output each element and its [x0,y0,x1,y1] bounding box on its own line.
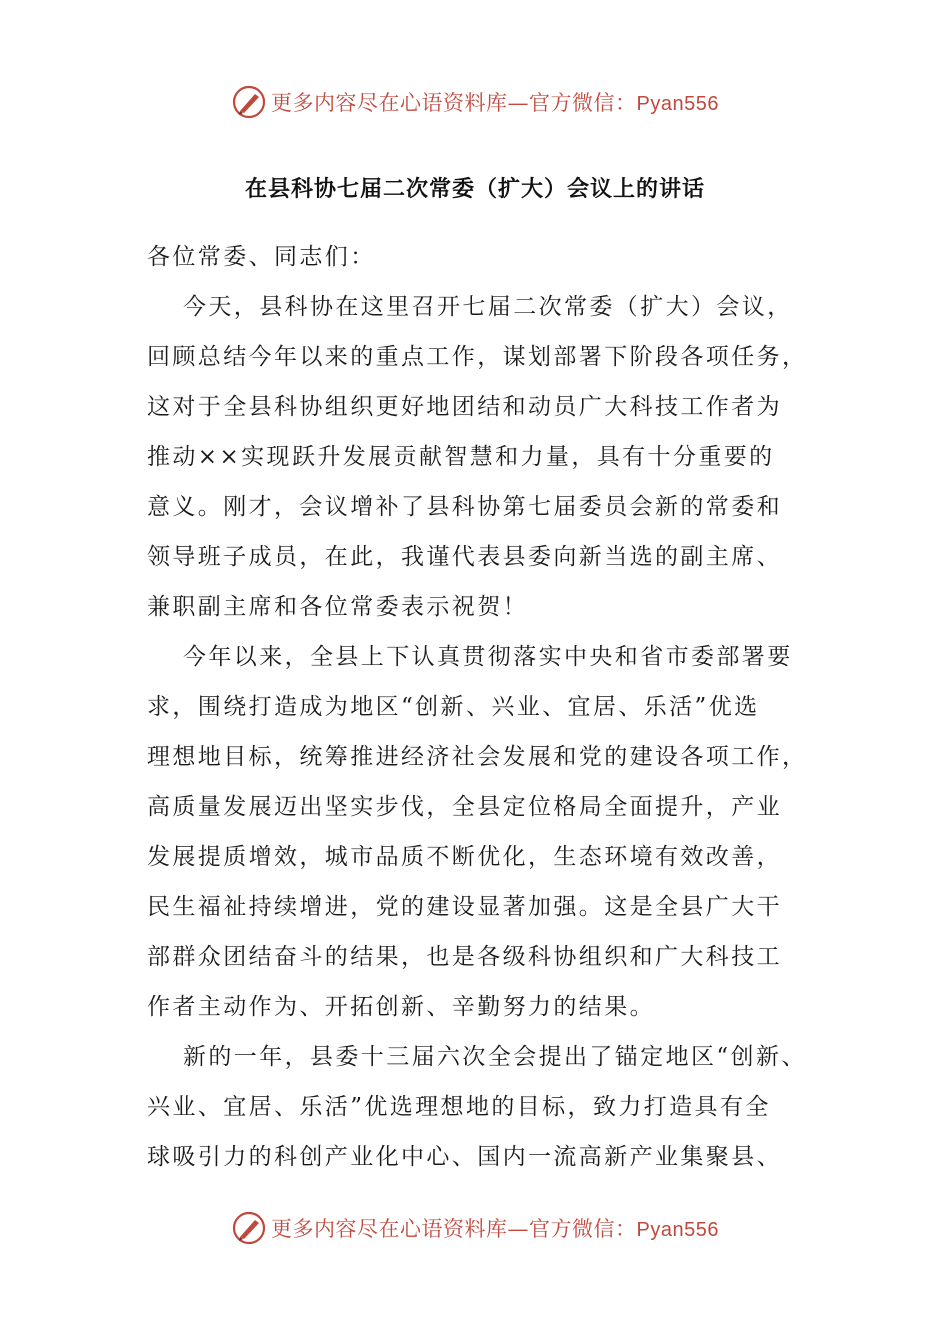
text-line: 部群众团结奋斗的结果，也是各级科协组织和广大科技工 [147,944,782,970]
text-line: 推动××实现跃升发展贡献智慧和力量，具有十分重要的 [147,444,775,470]
pen-logo-icon [231,84,267,120]
text-line: 领导班子成员，在此，我谨代表县委向新当选的副主席、 [147,544,782,570]
banner-text: 更多内容尽在心语资料库—官方微信：Pyan556 [271,91,719,115]
text-line: 兼职副主席和各位常委表示祝贺！ [147,594,528,620]
document-body [147,232,827,1182]
text-line: 回顾总结今年以来的重点工作，谋划部署下阶段各项任务， [147,344,808,370]
text-line: 新的一年，县委十三届六次全会提出了锚定地区“创新、 [183,1044,807,1070]
text-line: 兴业、宜居、乐活”优选理想地的目标，致力打造具有全 [147,1094,771,1120]
text-line: 各位常委、同志们： [147,244,376,270]
banner-handle: Pyan556 [636,93,719,115]
header-watermark-banner [0,82,950,122]
document-title: 在县科协七届二次常委（扩大）会议上的讲话 [244,177,705,202]
footer-watermark-banner [0,1208,950,1248]
text-line: 求，围绕打造成为地区“创新、兴业、宜居、乐活”优选 [147,694,760,720]
pen-logo-icon [231,1210,267,1246]
text-line: 球吸引力的科创产业化中心、国内一流高新产业集聚县、 [147,1144,782,1170]
text-line: 意义。刚才，会议增补了县科协第七届委员会新的常委和 [147,494,782,520]
text-line: 发展提质增效，城市品质不断优化，生态环境有效改善， [147,844,782,870]
text-line: 今天，县科协在这里召开七届二次常委（扩大）会议， [183,294,793,320]
text-line: 作者主动作为、开拓创新、辛勤努力的结果。 [147,994,655,1020]
text-line: 高质量发展迈出坚实步伐，全县定位格局全面提升，产业 [147,794,782,820]
text-line: 民生福祉持续增进，党的建设显著加强。这是全县广大干 [147,894,782,920]
banner-text: 更多内容尽在心语资料库—官方微信：Pyan556 [271,1217,719,1241]
text-line: 理想地目标，统筹推进经济社会发展和党的建设各项工作， [147,744,808,770]
banner-handle: Pyan556 [636,1219,719,1241]
text-line: 今年以来，全县上下认真贯彻落实中央和省市委部署要 [183,644,793,670]
text-line: 这对于全县科协组织更好地团结和动员广大科技工作者为 [147,394,782,420]
